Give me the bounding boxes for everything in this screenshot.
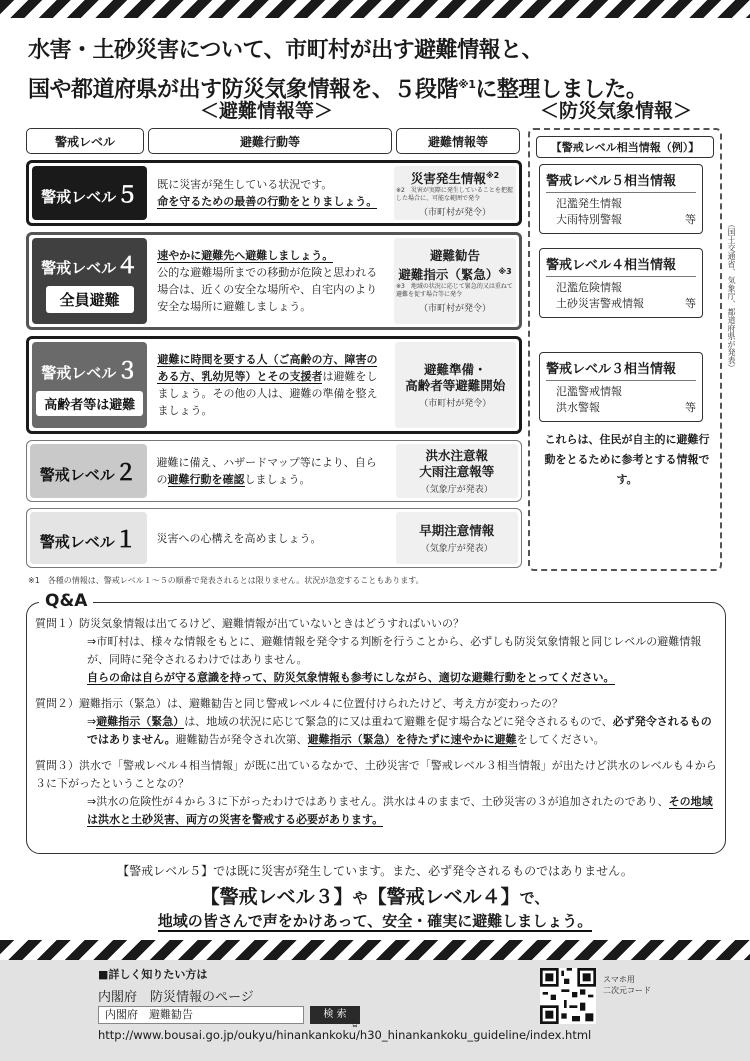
hazard-stripe-top	[0, 0, 750, 18]
closing-call-to-action: 地域の皆さんで声をかけあって、安全・確実に避難しましょう。	[157, 912, 593, 930]
headline-line-2: 国や都道府県が出す防災気象情報を、５段階$^{※1}$に整理しました。	[28, 77, 648, 103]
footer-url-link[interactable]: http://www.bousai.go.jp/oukyu/hinankankoku/h30_hinankankoku_guideline/index.html	[98, 1028, 592, 1042]
equivalent-level-3-box: 警戒レベル３相当情報 氾濫警戒情報 洪水警報 等	[539, 352, 703, 422]
info-cell-2: 洪水注意報 大雨注意報等 （気象庁が発表）	[396, 444, 518, 498]
closing-note: 【警戒レベル５】では既に災害が発生しています。また、必ず発令されるものではありません。	[117, 864, 633, 878]
search-input[interactable]: 内閣府 避難勧告	[98, 1006, 304, 1024]
qr-code-icon	[540, 968, 596, 1024]
tag-elderly-evacuate: 高齢者等は避難	[36, 391, 143, 416]
table-row-level-2	[26, 440, 522, 502]
info-cell-5: 災害発生情報$^{※2}$ ※2 災害が実際に発生していることを把握した場合に、可能な範囲で発令 （市町村が発令）	[394, 166, 516, 220]
question-1: 質問１）防災気象情報は出てるけど、避難情報が出ていないときはどうすればいいの？	[35, 617, 464, 630]
equivalent-level-4-box: 警戒レベル４相当情報 氾濫危険情報 土砂災害警戒情報 等	[539, 248, 703, 318]
question-2: 質問２）避難指示（緊急）は、避難勧告と同じ警戒レベル４に位置付けられたけど、考え方が変わったの？	[35, 697, 563, 710]
header-info: 避難情報等	[396, 128, 520, 154]
closing-emphasis: 【警戒レベル３】や【警戒レベル４】で、	[200, 886, 550, 908]
level-badge-2: 警戒レベル２	[30, 444, 147, 498]
table-row-level-5	[26, 160, 522, 226]
hazard-stripe-bottom	[0, 940, 750, 960]
table-row-level-4	[26, 232, 522, 330]
info-note-4: ※3 地域の状況に応じて緊急的又は重ねて避難を促す場合等に発令	[396, 283, 513, 299]
info-cell-1: 早期注意情報 （気象庁が発表）	[396, 512, 518, 564]
tag-all-evacuate: 全員避難	[46, 286, 134, 313]
header-level: 警戒レベル	[26, 128, 144, 154]
footer-heading: ■詳しく知りたい方は	[98, 968, 208, 981]
alert-level-table	[26, 128, 522, 574]
level-badge-1: 警戒レベル１	[30, 512, 147, 564]
equivalent-level-5-box: 警戒レベル５相当情報 氾濫発生情報 大雨特別警報 等	[539, 164, 703, 234]
action-text-1: 災害への心構えを高めましょう。	[156, 531, 322, 545]
qa-box	[26, 591, 726, 854]
qr-label: スマホ用 二次元コード	[603, 975, 651, 995]
weather-info-panel	[528, 128, 722, 571]
cursor-icon: 👆︎	[352, 1016, 358, 1031]
headline-line-1: 水害・土砂災害について、市町村が出す避難情報と、	[28, 38, 544, 63]
search-button[interactable]: 検 索	[310, 1006, 360, 1024]
level-badge-5: 警戒レベル５	[32, 166, 147, 220]
section-title-evacuation: ＜避難情報等＞	[200, 100, 334, 122]
answer-2: ⇒避難指示（緊急）は、地域の状況に応じて緊急的に又は重ねて避難を促す場合などに発令されるもので、必ず発令されるものではありません。避難勧告が発令され次第、避難指示（緊急）を待たずに速やかに避難をしてください。	[87, 715, 712, 746]
info-note-5: ※2 災害が実際に発生していることを把握した場合に、可能な範囲で発令	[396, 187, 513, 203]
qa-title: Q&A	[39, 591, 93, 611]
table-row-level-3	[26, 336, 522, 434]
question-3: 質問３）洪水で「警戒レベル４相当情報」が既に出ているなかで、土砂災害で「警戒レベル３相当情報」が出たけど洪水のレベルも４から３に下がったということなの？	[35, 759, 717, 790]
answer-3: ⇒洪水の危険性が４から３に下がったわけではありません。洪水は４のままで、土砂災害の３が追加されたのであり、その地域は洪水と土砂災害、両方の災害を警戒する必要があります。	[87, 795, 713, 826]
footnote: ※1 各種の情報は、警戒レベル１～５の順番で発表されるとは限りません。状況が急変することもあります。	[28, 576, 424, 585]
answer-1: ⇒市町村は、様々な情報をもとに、避難情報を発令する判断を行うことから、必ずしも防災気象情報と同じレベルの避難情報が、同時に発令されるわけではありません。 自らの命は自らが守る意識を持って、防災気象情報も参考にしながら、適切な避難行動をとってください。	[87, 635, 702, 684]
action-text-2: 避難に備え、ハザードマップ等により、自らの避難行動を確認しましょう。	[156, 456, 377, 486]
level-badge-4: 警戒レベル４ 全員避難	[32, 238, 147, 324]
action-text-5: 既に災害が発生している状況です。 命を守るための最善の行動をとりましょう。	[157, 178, 378, 208]
action-text-4: 速やかに避難先へ避難しましょう。 公的な避難場所までの移動が危険と思われる場合は、近くの安全な場所や、自宅内のより安全な場所に避難しましょう。	[157, 249, 378, 313]
table-header	[26, 128, 522, 154]
footer-panel	[0, 960, 750, 1061]
action-text-3: 避難に時間を要する人（ご高齢の方、障害のある方、乳幼児等）とその支援者は避難をしましょう。その他の人は、避難の準備を整えましょう。	[157, 353, 378, 417]
info-cell-3: 避難準備・ 高齢者等避難開始 （市町村が発令）	[395, 342, 516, 428]
section-title-weather: ＜防災気象情報＞	[540, 100, 693, 122]
table-row-level-1	[26, 508, 522, 568]
issuer-vertical-note: （国土交通省、気象庁、都道府県が発表）	[727, 220, 736, 372]
info-cell-4: 避難勧告 避難指示（緊急）$^{※3}$ ※3 地域の状況に応じて緊急的又は重ねて避難を促す場合等に発令 （市町村が発令）	[394, 238, 516, 324]
level-badge-3: 警戒レベル３ 高齢者等は避難	[32, 342, 147, 428]
weather-info-header: 【警戒レベル相当情報（例）】	[536, 136, 714, 158]
header-action: 避難行動等	[148, 128, 392, 154]
weather-info-note: これらは、住民が自主的に避難行動をとるために参考とする情報です。	[544, 433, 710, 486]
footer-page-name: 内閣府 防災情報のページ	[98, 990, 254, 1005]
